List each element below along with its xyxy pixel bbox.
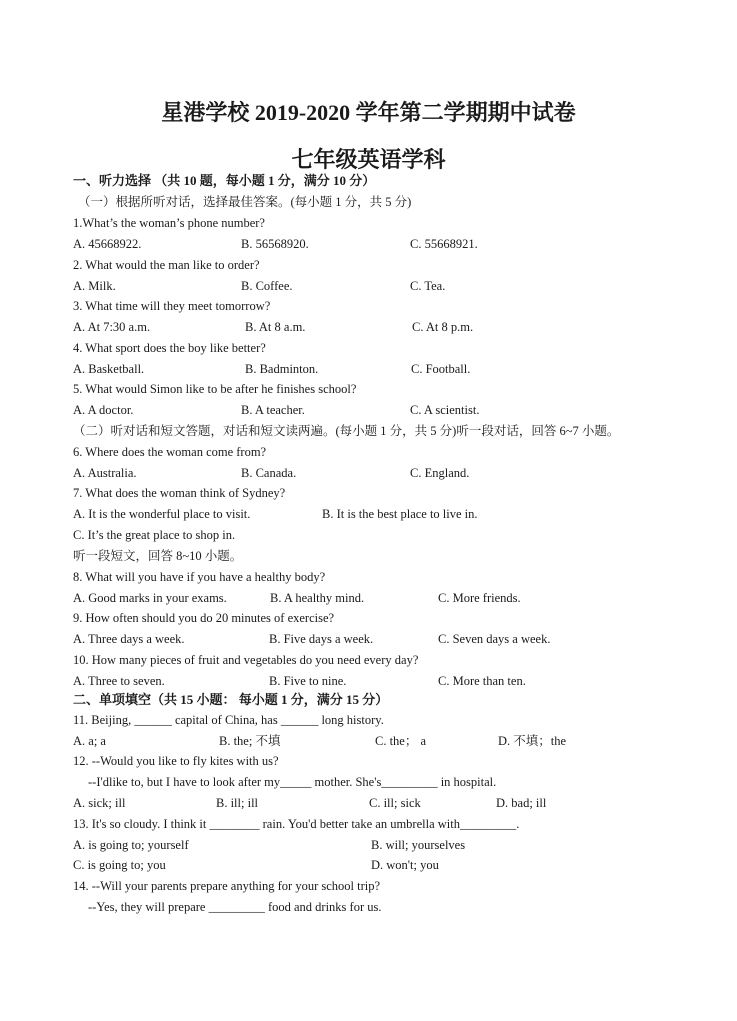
option-a: A. is going to; yourself xyxy=(73,838,189,852)
option-b: B. ill; ill xyxy=(216,796,259,810)
option-a: A. 45668922. xyxy=(73,237,142,251)
question-stem: 7. What does the woman think of Sydney? xyxy=(73,486,286,500)
option-c: C. the； a xyxy=(375,734,427,748)
option-c: C. Football. xyxy=(411,362,471,376)
option-b: B. At 8 a.m. xyxy=(245,320,306,334)
option-b: B. will; yourselves xyxy=(371,838,466,852)
option-a: A. Basketball. xyxy=(73,362,145,376)
option-d: D. won't; you xyxy=(371,858,439,872)
option-c: C. is going to; you xyxy=(73,858,166,872)
question-stem: 9. How often should you do 20 minutes of exercise? xyxy=(73,611,335,625)
option-c: C. More than ten. xyxy=(438,674,526,688)
exam-subtitle: 七年级英语学科 xyxy=(291,147,446,172)
question-stem: 1.What’s the woman’s phone number? xyxy=(73,216,265,230)
question-stem: 3. What time will they meet tomorrow? xyxy=(73,299,271,313)
option-b: B. A healthy mind. xyxy=(270,591,365,605)
question-stem: 2. What would the man like to order? xyxy=(73,258,260,272)
question-stem: 8. What will you have if you have a healthy body? xyxy=(73,570,326,584)
option-a: A. Good marks in your exams. xyxy=(73,591,227,605)
option-b: B. Five to nine. xyxy=(269,674,347,688)
section1-part1-instruction: （一）根据所听对话，选择最佳答案。(每小题 1 分，共 5 分) xyxy=(78,195,412,209)
question-stem: 14. --Will your parents prepare anything for your school trip? xyxy=(73,879,381,893)
option-a: A. It is the wonderful place to visit. xyxy=(73,507,251,521)
option-a: A. At 7:30 a.m. xyxy=(73,320,151,334)
option-b: B. It is the best place to live in. xyxy=(322,507,478,521)
question-stem: 13. It's so cloudy. I think it ________ rain. You'd better take an umbrella with_________. xyxy=(73,817,520,831)
option-b: B. Canada. xyxy=(241,466,297,480)
section1-part2-instruction: （二）听对话和短文答题，对话和短文读两遍。(每小题 1 分，共 5 分)听一段对话，回答 6~7 小题。 xyxy=(73,424,620,438)
option-c: C. 55668921. xyxy=(410,237,478,251)
option-b: B. the; 不填 xyxy=(219,734,281,748)
option-c: C. Tea. xyxy=(410,279,446,293)
option-c: C. At 8 p.m. xyxy=(412,320,474,334)
question-stem: 11. Beijing, ______ capital of China, has ______ long history. xyxy=(73,713,384,727)
question-stem-reply: --I'dlike to, but I have to look after my_____ mother. She's_________ in hospital. xyxy=(88,775,497,789)
section2-heading: 二、单项填空（共 15 小题： 每小题 1 分，满分 15 分） xyxy=(73,692,389,707)
option-a: A. A doctor. xyxy=(73,403,134,417)
option-b: B. Badminton. xyxy=(245,362,319,376)
option-c: C. It’s the great place to shop in. xyxy=(73,528,236,542)
option-c: C. More friends. xyxy=(438,591,521,605)
option-c: C. ill; sick xyxy=(369,796,421,810)
section1-heading: 一、听力选择 （共 10 题，每小题 1 分，满分 10 分） xyxy=(73,173,376,188)
question-stem: 12. --Would you like to fly kites with us? xyxy=(73,754,279,768)
question-stem: 10. How many pieces of fruit and vegetables do you need every day? xyxy=(73,653,419,667)
option-b: B. 56568920. xyxy=(241,237,309,251)
option-c: C. Seven days a week. xyxy=(438,632,551,646)
option-c: C. A scientist. xyxy=(410,403,480,417)
option-c: C. England. xyxy=(410,466,470,480)
option-d: D. 不填；the xyxy=(498,734,567,748)
question-stem: 6. Where does the woman come from? xyxy=(73,445,267,459)
exam-title: 星港学校 2019-2020 学年第二学期期中试卷 xyxy=(161,100,576,125)
passage-instruction: 听一段短文，回答 8~10 小题。 xyxy=(73,549,243,563)
option-a: A. Three to seven. xyxy=(73,674,165,688)
question-stem: 5. What would Simon like to be after he finishes school? xyxy=(73,382,357,396)
option-b: B. Five days a week. xyxy=(269,632,374,646)
option-a: A. Three days a week. xyxy=(73,632,185,646)
option-b: B. A teacher. xyxy=(241,403,305,417)
question-stem-reply: --Yes, they will prepare _________ food and drinks for us. xyxy=(88,900,382,914)
question-stem: 4. What sport does the boy like better? xyxy=(73,341,266,355)
option-b: B. Coffee. xyxy=(241,279,293,293)
option-a: A. a; a xyxy=(73,734,106,748)
option-d: D. bad; ill xyxy=(496,796,547,810)
option-a: A. sick; ill xyxy=(73,796,126,810)
option-a: A. Milk. xyxy=(73,279,116,293)
option-a: A. Australia. xyxy=(73,466,137,480)
